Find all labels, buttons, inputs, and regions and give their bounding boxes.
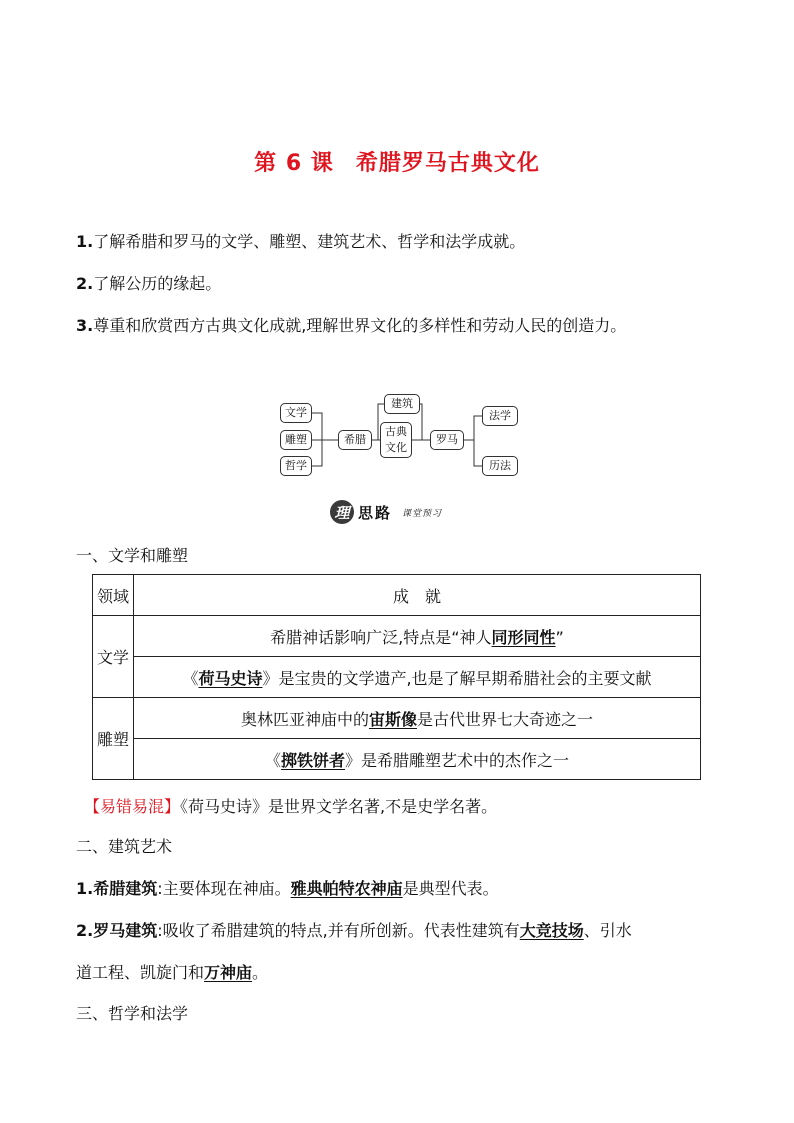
table-cell: 奥林匹亚神庙中的宙斯像是古代世界七大奇迹之一 (134, 698, 701, 739)
greek-architecture: 1.希腊建筑:主要体现在神庙。雅典帕特农神庙是典型代表。 (76, 879, 499, 898)
section-heading-architecture: 二、建筑艺术 (76, 837, 173, 856)
diagram-node-calendar: 历法 (482, 456, 518, 476)
diagram-node-philosophy: 哲学 (280, 456, 312, 476)
roman-architecture-line-2: 道工程、凯旋门和万神庙。 (76, 963, 269, 982)
badge-icon: 理 (330, 500, 354, 524)
table-row (93, 739, 701, 780)
table-header-achievement: 成 就 (134, 575, 701, 616)
table-field-sculpture: 雕塑 (93, 698, 134, 780)
diagram-node-law: 法学 (482, 406, 518, 426)
diagram-node-classical-culture: 古典 文化 (380, 422, 412, 458)
table-header-row (93, 575, 701, 616)
table-field-literature: 文学 (93, 616, 134, 698)
section-badge: 理 思路 课堂预习 (330, 500, 442, 524)
table-row (93, 616, 701, 657)
roman-architecture-line-1: 2.罗马建筑:吸收了希腊建筑的特点,并有所创新。代表性建筑有大竞技场、引水 (76, 921, 632, 940)
section-heading-philosophy-law: 三、哲学和法学 (76, 1004, 189, 1023)
goal-1: 1.了解希腊和罗马的文学、雕塑、建筑艺术、哲学和法学成就。 (76, 232, 526, 251)
achievements-table (92, 574, 701, 780)
goal-2: 2.了解公历的缘起。 (76, 274, 222, 293)
section-heading-literature-sculpture: 一、文学和雕塑 (76, 546, 189, 565)
table-cell: 《荷马史诗》是宝贵的文学遗产,也是了解早期希腊社会的主要文献 (134, 657, 701, 698)
table-row (93, 657, 701, 698)
goal-3: 3.尊重和欣赏西方古典文化成就,理解世界文化的多样性和劳动人民的创造力。 (76, 316, 627, 335)
table-cell: 《掷铁饼者》是希腊雕塑艺术中的杰作之一 (134, 739, 701, 780)
table-header-field: 领域 (93, 575, 134, 616)
diagram-node-literature: 文学 (280, 403, 312, 423)
diagram-node-greece: 希腊 (338, 430, 372, 450)
diagram-node-architecture: 建筑 (384, 394, 420, 414)
table-cell: 希腊神话影响广泛,特点是“神人同形同性” (134, 616, 701, 657)
table-row (93, 698, 701, 739)
note-tag: 【易错易混】 (84, 797, 181, 816)
diagram-node-sculpture: 雕塑 (280, 430, 312, 450)
diagram-node-rome: 罗马 (430, 430, 464, 450)
concept-diagram (270, 388, 530, 480)
error-prone-note: 【易错易混】《荷马史诗》是世界文学名著,不是史学名著。 (84, 797, 498, 816)
page-title: 第 6 课 希腊罗马古典文化 (254, 151, 540, 176)
